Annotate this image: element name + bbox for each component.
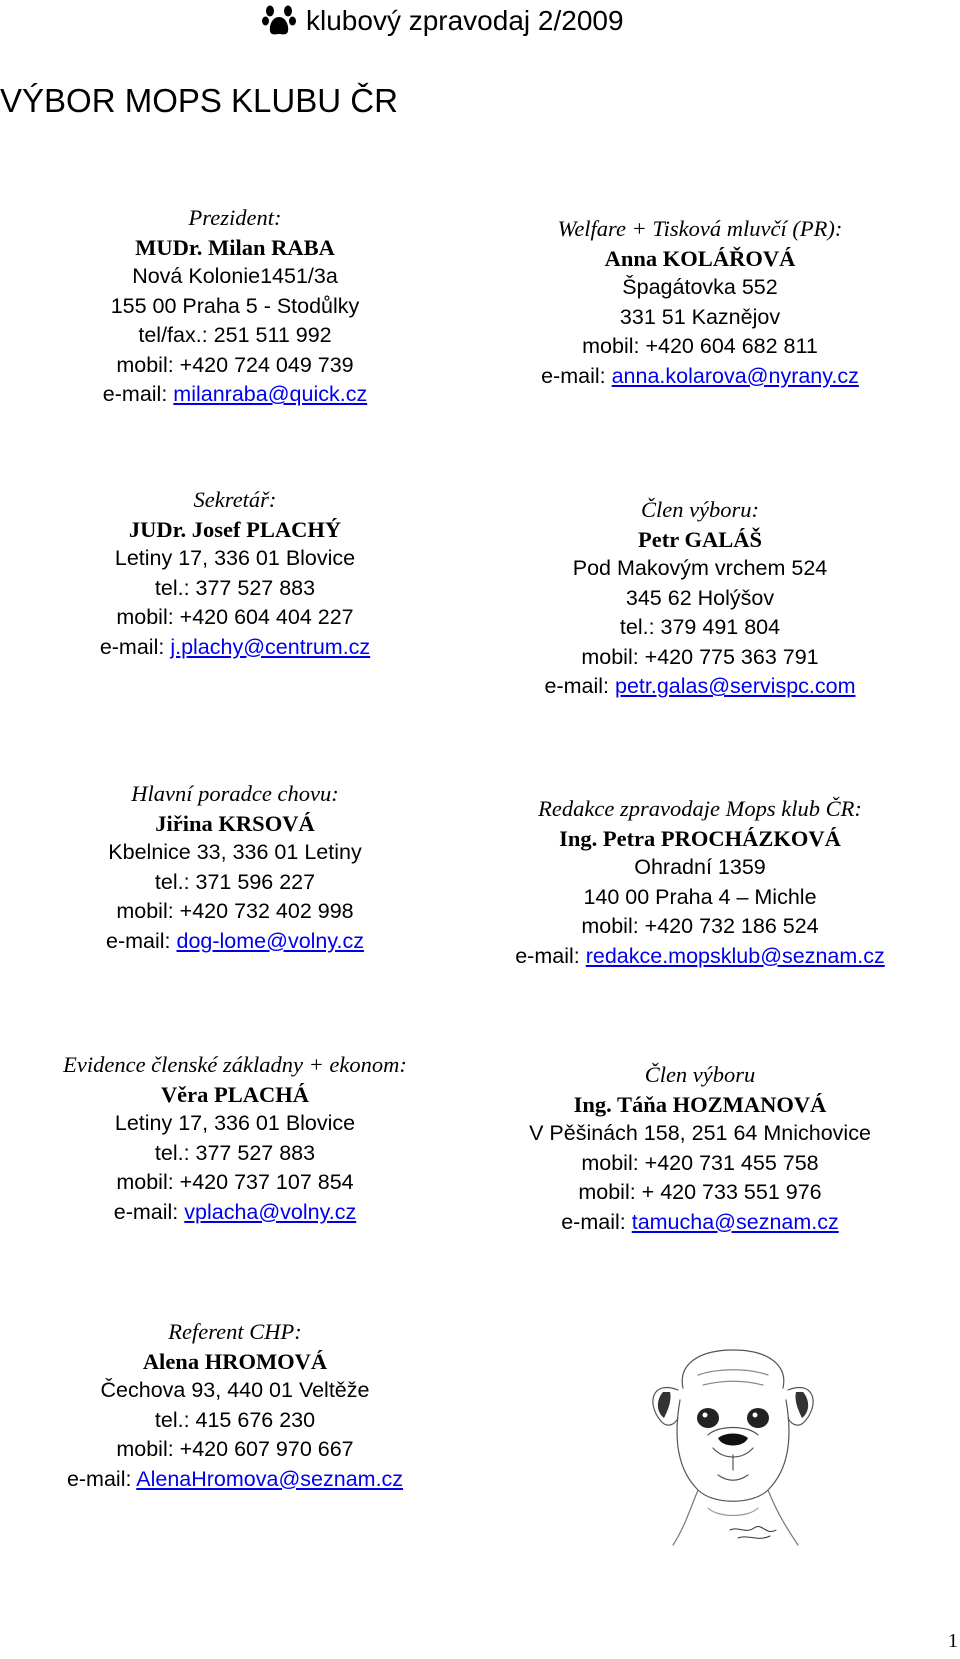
email-link[interactable]: anna.kolarova@nyrany.cz bbox=[611, 363, 859, 388]
email-link[interactable]: vplacha@volny.cz bbox=[184, 1199, 357, 1224]
newsletter-header bbox=[262, 4, 624, 38]
email-label: e-mail: bbox=[99, 634, 165, 659]
contact-card-board-member-hozmanova bbox=[465, 1060, 935, 1237]
role-label: Člen výboru: bbox=[640, 497, 760, 522]
contact-card-membership-records bbox=[0, 1050, 470, 1227]
role-label: Welfare + Tisková mluvčí (PR): bbox=[557, 216, 843, 241]
address-line: Letiny 17, 336 01 Blovice bbox=[114, 1111, 356, 1135]
address-line: Ohradní 1359 bbox=[634, 855, 766, 879]
email-line bbox=[0, 380, 470, 410]
email-line bbox=[465, 942, 935, 972]
mobile-line: mobil: +420 604 404 227 bbox=[116, 605, 354, 629]
member-name: Ing. Táňa HOZMANOVÁ bbox=[573, 1091, 827, 1117]
email-line bbox=[465, 1208, 935, 1238]
newsletter-issue-title: klubový zpravodaj 2/2009 bbox=[306, 5, 624, 36]
email-label: e-mail: bbox=[105, 928, 171, 953]
contact-card-chp-referent bbox=[0, 1317, 470, 1494]
email-link[interactable]: AlenaHromova@seznam.cz bbox=[136, 1466, 404, 1491]
role-label: Referent CHP: bbox=[168, 1319, 302, 1344]
role-label: Člen výboru bbox=[644, 1062, 756, 1087]
contact-card-board-member-galas bbox=[465, 495, 935, 702]
email-label: e-mail: bbox=[544, 674, 610, 698]
mobile-line: mobil: +420 731 455 758 bbox=[581, 1150, 819, 1175]
email-link[interactable]: petr.galas@servispc.com bbox=[615, 674, 856, 698]
mobile-line: mobil: +420 732 402 998 bbox=[116, 899, 354, 923]
email-line bbox=[0, 927, 470, 957]
phone-line: tel/fax.: 251 511 992 bbox=[138, 323, 332, 347]
mobile-line: mobil: +420 737 107 854 bbox=[116, 1170, 354, 1194]
address-line: Špagátovka 552 bbox=[622, 275, 778, 299]
member-name: Věra PLACHÁ bbox=[160, 1081, 310, 1107]
contact-card-president bbox=[0, 203, 470, 410]
role-label: Prezident: bbox=[188, 205, 282, 230]
role-label: Hlavní poradce chovu: bbox=[131, 781, 339, 806]
contact-card-editor bbox=[465, 794, 935, 971]
email-link[interactable]: milanraba@quick.cz bbox=[173, 382, 368, 406]
email-line bbox=[0, 1465, 470, 1495]
address-line: Čechova 93, 440 01 Veltěže bbox=[100, 1378, 370, 1402]
mobile-line: mobil: +420 775 363 791 bbox=[581, 644, 819, 669]
address-line: Letiny 17, 336 01 Blovice bbox=[114, 546, 356, 570]
contact-card-breeding-advisor bbox=[0, 779, 470, 956]
phone-line: tel.: 377 527 883 bbox=[154, 575, 316, 600]
paw-print-icon bbox=[262, 4, 296, 38]
email-link[interactable]: dog-lome@volny.cz bbox=[176, 928, 365, 953]
phone-line: tel.: 371 596 227 bbox=[154, 869, 316, 894]
email-label: e-mail: bbox=[66, 1466, 132, 1491]
address-line: V Pěšinách 158, 251 64 Mnichovice bbox=[529, 1121, 871, 1145]
member-name: MUDr. Milan RABA bbox=[135, 234, 335, 260]
email-label: e-mail: bbox=[541, 363, 606, 388]
phone-line: tel.: 415 676 230 bbox=[154, 1407, 316, 1432]
page-title: VÝBOR MOPS KLUBU ČR bbox=[0, 82, 398, 119]
email-link[interactable]: j.plachy@centrum.cz bbox=[170, 634, 371, 659]
mobile-line: mobil: +420 724 049 739 bbox=[116, 352, 354, 377]
email-line bbox=[0, 1198, 470, 1228]
page-number: 1 bbox=[948, 1630, 958, 1652]
member-name: Petr GALÁŠ bbox=[638, 526, 762, 552]
email-line bbox=[465, 362, 935, 392]
contact-card-welfare bbox=[465, 214, 935, 391]
mobile-line: mobil: + 420 733 551 976 bbox=[578, 1180, 822, 1204]
address-line: 140 00 Praha 4 – Michle bbox=[583, 884, 817, 909]
phone-line: tel.: 377 527 883 bbox=[154, 1140, 316, 1165]
phone-line: tel.: 379 491 804 bbox=[619, 615, 781, 639]
email-label: e-mail: bbox=[515, 943, 580, 968]
role-label: Sekretář: bbox=[193, 487, 277, 512]
member-name: Jiřina KRSOVÁ bbox=[155, 810, 315, 836]
email-label: e-mail: bbox=[102, 382, 168, 406]
address-line: Nová Kolonie1451/3a bbox=[132, 264, 338, 288]
member-name: Anna KOLÁŘOVÁ bbox=[604, 245, 796, 271]
mobile-line: mobil: +420 604 682 811 bbox=[582, 334, 818, 358]
contact-card-secretary bbox=[0, 485, 470, 662]
member-name: Alena HROMOVÁ bbox=[142, 1348, 328, 1374]
pug-sketch-illustration bbox=[638, 1330, 828, 1548]
address-line: 345 62 Holýšov bbox=[625, 585, 775, 610]
role-label: Evidence členské základny + ekonom: bbox=[63, 1052, 407, 1077]
email-link[interactable]: redakce.mopsklub@seznam.cz bbox=[585, 943, 885, 968]
role-label: Redakce zpravodaje Mops klub ČR: bbox=[538, 796, 862, 821]
address-line: 155 00 Praha 5 - Stodůlky bbox=[110, 293, 360, 318]
email-label: e-mail: bbox=[561, 1209, 626, 1234]
member-name: JUDr. Josef PLACHÝ bbox=[128, 516, 342, 542]
address-line: Pod Makovým vrchem 524 bbox=[572, 556, 828, 580]
email-label: e-mail: bbox=[113, 1199, 179, 1224]
address-line: Kbelnice 33, 336 01 Letiny bbox=[108, 840, 362, 864]
mobile-line: mobil: +420 607 970 667 bbox=[116, 1437, 354, 1461]
email-link[interactable]: tamucha@seznam.cz bbox=[631, 1209, 839, 1234]
email-line bbox=[465, 672, 935, 702]
email-line bbox=[0, 633, 470, 663]
member-name: Ing. Petra PROCHÁZKOVÁ bbox=[559, 825, 841, 851]
mobile-line: mobil: +420 732 186 524 bbox=[581, 914, 819, 938]
address-line: 331 51 Kaznějov bbox=[619, 304, 781, 329]
